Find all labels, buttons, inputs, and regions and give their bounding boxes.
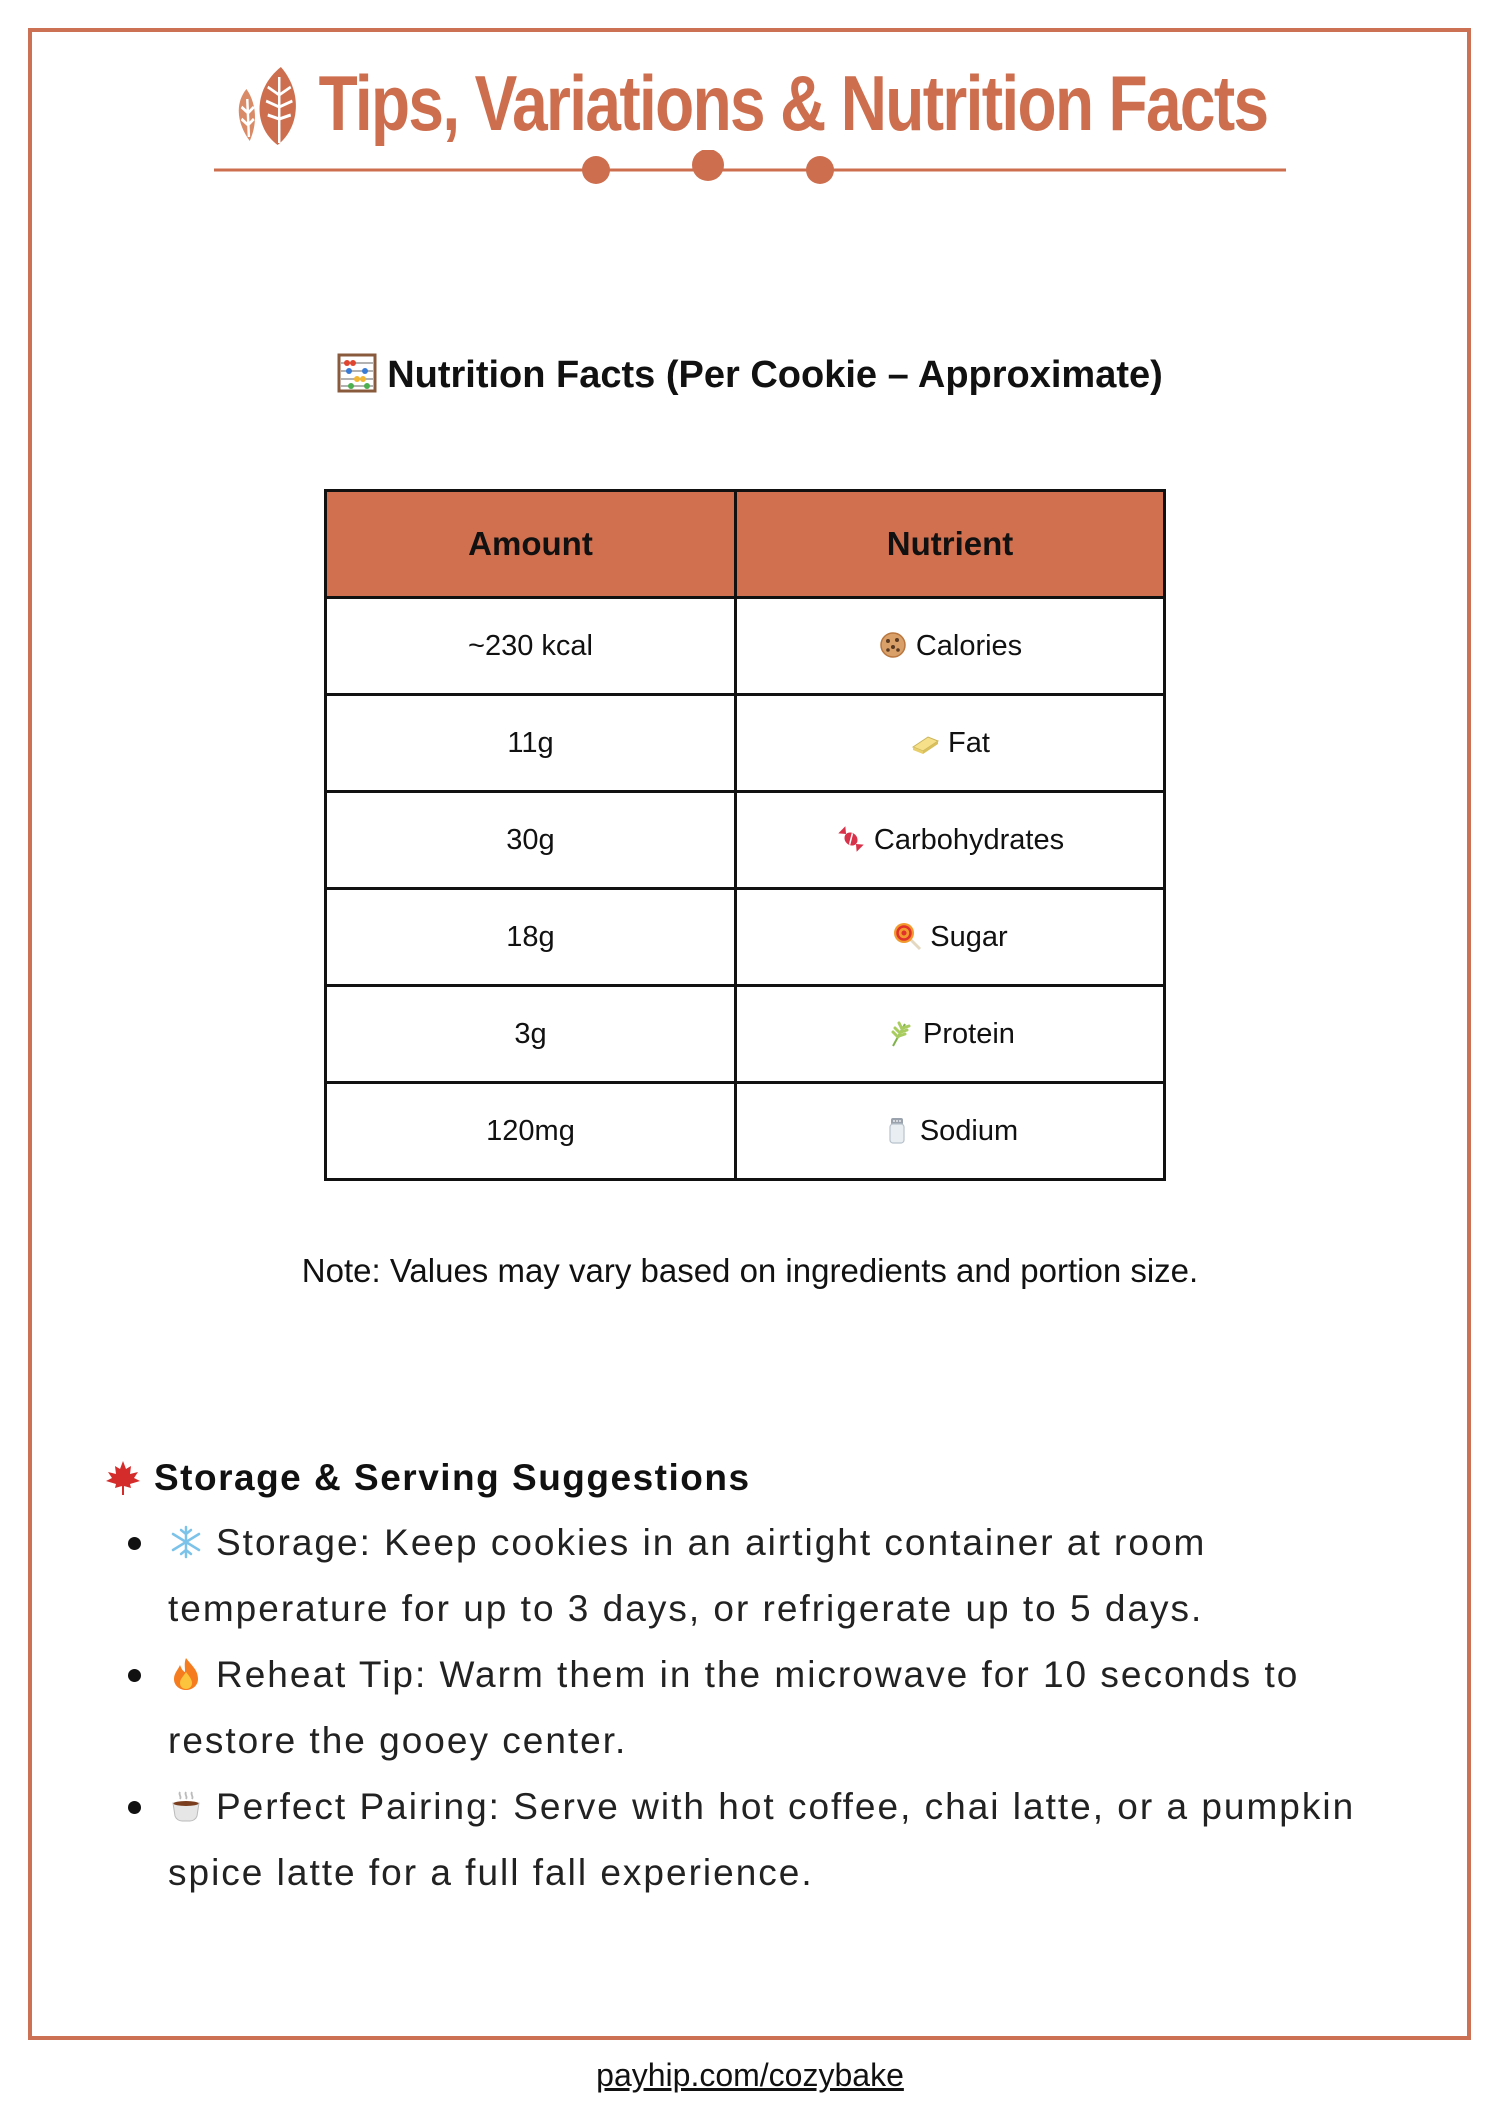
nutrient-label: Sodium (919, 1114, 1019, 1147)
column-header-amount: Amount (326, 491, 736, 598)
table-row (326, 695, 1165, 792)
divider-dot (582, 156, 610, 184)
nutrient-label: Carbohydrates (873, 823, 1065, 856)
candy-icon (836, 824, 866, 854)
fire-icon (168, 1656, 204, 1692)
nutrient-cell (736, 598, 1165, 695)
amount-cell: 11g (326, 695, 736, 792)
divider-dot (692, 150, 724, 181)
nutrient-cell (736, 792, 1165, 889)
nutrition-heading (0, 353, 1500, 397)
table-row (326, 792, 1165, 889)
nutrient-cell (736, 986, 1165, 1083)
nutrition-note: Note: Values may vary based on ingredients and portion size. (301, 1252, 1199, 1289)
nutrient-cell (736, 695, 1165, 792)
table-row (326, 986, 1165, 1083)
table-row (326, 1083, 1165, 1180)
nutrient-label: Fat (948, 726, 990, 759)
table-row (326, 889, 1165, 986)
amount-cell: 30g (326, 792, 736, 889)
list-item (122, 1774, 1412, 1906)
storage-list (122, 1510, 1412, 1906)
table-row (326, 598, 1165, 695)
hot-beverage-icon (168, 1788, 204, 1824)
amount-cell: ~230 kcal (326, 598, 736, 695)
nutrient-label: Protein (923, 1017, 1015, 1050)
divider-dot (806, 156, 834, 184)
nutrient-cell (736, 1083, 1165, 1180)
nutrition-heading-text: Nutrition Facts (Per Cookie – Approximate) (387, 354, 1163, 396)
storage-heading-text: Storage & Serving Suggestions (154, 1457, 751, 1498)
footer-link[interactable]: payhip.com/cozybake (596, 2057, 904, 2093)
snowflake-icon (168, 1524, 204, 1560)
table-header-row (326, 491, 1165, 598)
salt-shaker-icon (882, 1115, 912, 1145)
nutrient-label: Calories (915, 629, 1023, 662)
nutrition-table (324, 489, 1166, 1181)
abacus-icon (337, 353, 377, 393)
column-header-nutrient: Nutrient (736, 491, 1165, 598)
maple-leaf-icon (104, 1459, 142, 1497)
list-item (122, 1510, 1412, 1642)
autumn-leaves-icon (232, 61, 307, 147)
list-item-text: Storage: Keep cookies in an airtight container at room temperature for up to 3 days, or refrigerate up to 5 days. (168, 1522, 1207, 1629)
amount-cell: 3g (326, 986, 736, 1083)
nutrient-label: Sugar (930, 920, 1008, 953)
lollipop-icon (892, 921, 922, 951)
page-title: Tips, Variations & Nutrition Facts (319, 59, 1268, 147)
butter-icon (910, 727, 940, 757)
page-title-row (232, 58, 1268, 149)
list-item (122, 1642, 1412, 1774)
cookie-icon (878, 630, 908, 660)
page-header (0, 58, 1500, 152)
list-item-text: Perfect Pairing: Serve with hot coffee, chai latte, or a pumpkin spice latte for a full fall experience. (168, 1786, 1356, 1893)
storage-heading (104, 1457, 751, 1499)
amount-cell: 120mg (326, 1083, 736, 1180)
wheat-icon (885, 1018, 915, 1048)
nutrient-cell (736, 889, 1165, 986)
list-item-text: Reheat Tip: Warm them in the microwave for 10 seconds to restore the gooey center. (168, 1654, 1300, 1761)
amount-cell: 18g (326, 889, 736, 986)
title-divider (214, 150, 1286, 190)
